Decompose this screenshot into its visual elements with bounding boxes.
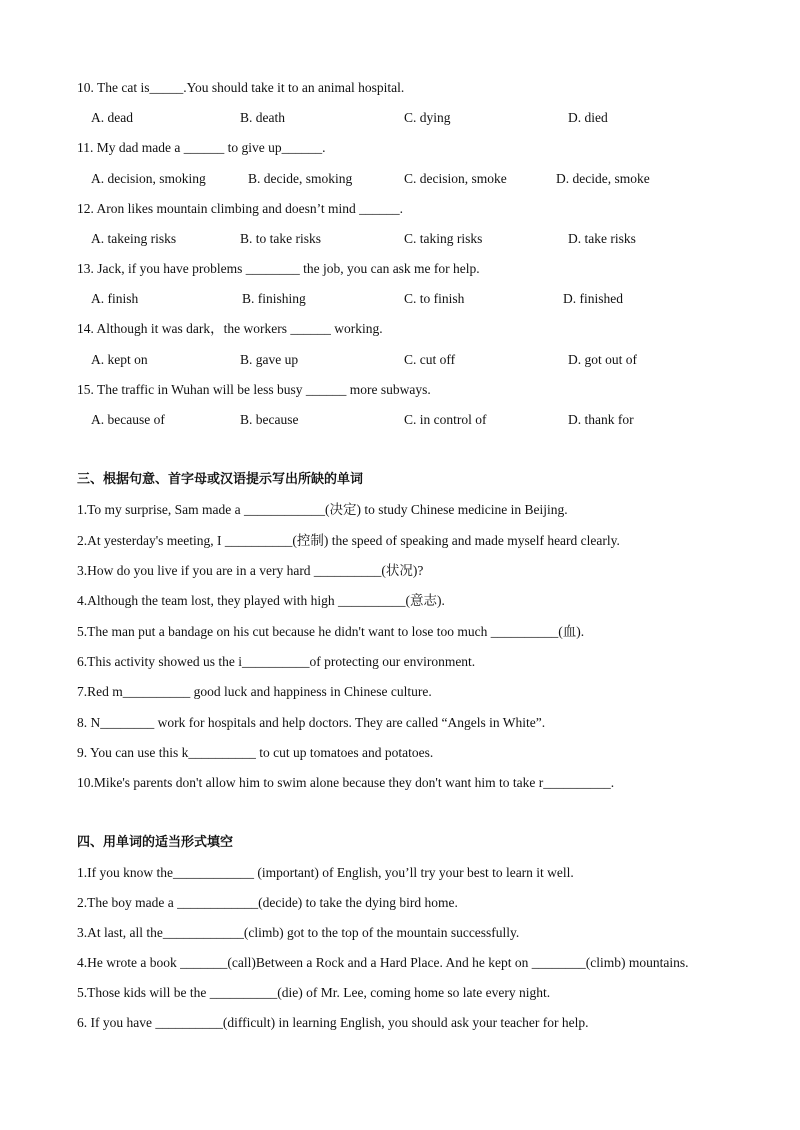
option-b: B. decide, smoking [248, 171, 353, 186]
option-d: D. got out of [568, 352, 637, 367]
fill-in-item: 3.How do you live if you are in a very hard __________(状况)? [77, 563, 424, 578]
option-a: A. decision, smoking [91, 171, 206, 186]
question-stem: 12. Aron likes mountain climbing and doesn’t mind ______. [77, 201, 403, 216]
option-c: C. taking risks [404, 231, 483, 246]
option-c: C. in control of [404, 412, 487, 427]
fill-in-item: 1.To my surprise, Sam made a ____________(决定) to study Chinese medicine in Beijing. [77, 502, 568, 517]
fill-in-item: 2.At yesterday's meeting, I __________(控制) the speed of speaking and made myself heard clearly. [77, 533, 620, 548]
option-c: C. cut off [404, 352, 456, 367]
option-d: D. take risks [568, 231, 636, 246]
option-row [0, 411, 800, 429]
option-row [0, 109, 800, 127]
option-row [0, 230, 800, 248]
option-a: A. dead [91, 110, 133, 125]
question-stem: 10. The cat is_____.You should take it to an animal hospital. [77, 80, 405, 95]
option-b: B. finishing [242, 291, 306, 306]
question-stem: 11. My dad made a ______ to give up______. [77, 140, 326, 155]
fill-in-item: 9. You can use this k__________ to cut up tomatoes and potatoes. [77, 745, 434, 760]
option-d: D. died [568, 110, 608, 125]
fill-in-item: 8. N________ work for hospitals and help doctors. They are called “Angels in White”. [77, 715, 546, 730]
question-stem: 13. Jack, if you have problems ________ the job, you can ask me for help. [77, 261, 480, 276]
option-a: A. finish [91, 291, 139, 306]
option-b: B. death [240, 110, 285, 125]
fill-in-item: 7.Red m__________ good luck and happiness in Chinese culture. [77, 684, 432, 699]
section-heading: 三、根据句意、首字母或汉语提示写出所缺的单词 [77, 472, 364, 487]
option-row [0, 351, 800, 369]
fill-in-item: 1.If you know the____________ (important) of English, you’ll try your best to learn it well. [77, 865, 574, 880]
option-d: D. decide, smoke [556, 171, 650, 186]
option-c: C. dying [404, 110, 451, 125]
fill-in-item: 6.This activity showed us the i__________of protecting our environment. [77, 654, 476, 669]
question-stem: 15. The traffic in Wuhan will be less busy ______ more subways. [77, 382, 431, 397]
option-d: D. thank for [568, 412, 634, 427]
option-b: B. gave up [240, 352, 299, 367]
fill-in-item: 4.Although the team lost, they played with high __________(意志). [77, 593, 445, 608]
option-b: B. because [240, 412, 299, 427]
fill-in-item: 3.At last, all the____________(climb) got to the top of the mountain successfully. [77, 925, 520, 940]
option-b: B. to take risks [240, 231, 321, 246]
fill-in-item: 10.Mike's parents don't allow him to swim alone because they don't want him to take r__________. [77, 775, 615, 790]
section-heading: 四、用单词的适当形式填空 [77, 835, 234, 850]
fill-in-item: 4.He wrote a book _______(call)Between a Rock and a Hard Place. And he kept on ________(climb) mountains. [77, 955, 689, 970]
option-d: D. finished [563, 291, 623, 306]
option-row [0, 170, 800, 188]
option-a: A. kept on [91, 352, 148, 367]
fill-in-item: 5.The man put a bandage on his cut because he didn't want to lose too much __________(血). [77, 624, 585, 639]
question-stem: 14. Although it was dark，the workers ______ working. [77, 321, 383, 336]
option-c: C. to finish [404, 291, 465, 306]
option-a: A. takeing risks [91, 231, 177, 246]
fill-in-item: 6. If you have __________(difficult) in learning English, you should ask your teacher for help. [77, 1015, 589, 1030]
fill-in-item: 5.Those kids will be the __________(die) of Mr. Lee, coming home so late every night. [77, 985, 551, 1000]
option-row [0, 290, 800, 308]
option-a: A. because of [91, 412, 165, 427]
fill-in-item: 2.The boy made a ____________(decide) to take the dying bird home. [77, 895, 458, 910]
option-c: C. decision, smoke [404, 171, 507, 186]
